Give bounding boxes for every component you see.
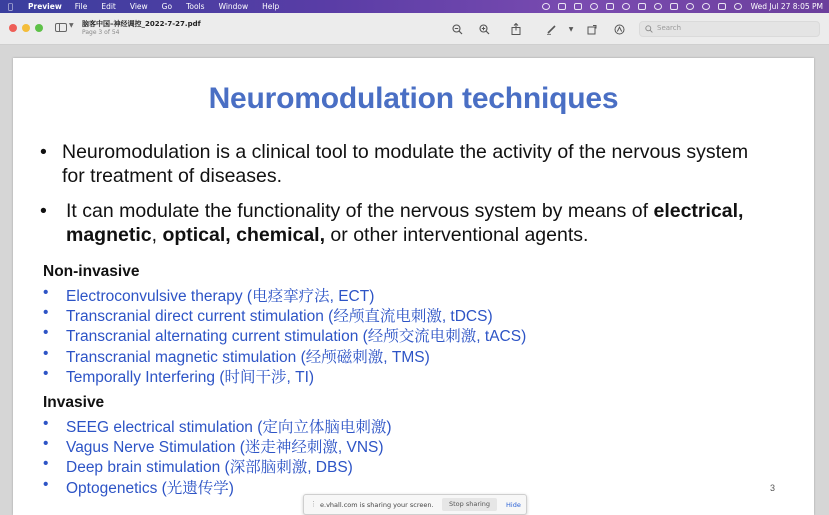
- search-placeholder: Search: [657, 24, 682, 32]
- chevron-down-icon[interactable]: ▼: [69, 22, 74, 29]
- bullet-1-line-2: for treatment of diseases.: [62, 165, 283, 187]
- invasive-list: [43, 415, 392, 496]
- slide-page-number: 3: [770, 483, 776, 493]
- bullet-2-separator: ,: [151, 224, 163, 246]
- search-icon[interactable]: [702, 3, 710, 10]
- bullet-2-bold-electrical: electrical,: [653, 200, 744, 222]
- bullet-2-plain: It can modulate the functionality of the nervous system by means of: [66, 200, 654, 222]
- sidebar-icon[interactable]: [55, 23, 67, 32]
- bluetooth-icon[interactable]: [654, 3, 662, 10]
- bullet-dot: •: [40, 200, 47, 222]
- rotate-icon[interactable]: [585, 22, 599, 36]
- cloud-icon[interactable]: [590, 3, 598, 10]
- document-title[interactable]: 脑客中国–神经调控_2022-7-27.pdf: [82, 20, 201, 28]
- menu-window[interactable]: Window: [218, 2, 249, 11]
- menu-help[interactable]: Help: [262, 2, 280, 11]
- preview-toolbar: [0, 13, 829, 45]
- bullet-2-line-2: [66, 223, 743, 247]
- zoom-in-icon[interactable]: [477, 22, 491, 36]
- wifi-icon[interactable]: [686, 3, 694, 10]
- zoom-out-icon[interactable]: [450, 22, 464, 36]
- menu-file[interactable]: File: [74, 2, 88, 11]
- sync-icon[interactable]: [622, 3, 630, 10]
- page-indicator: Page 3 of 54: [82, 29, 120, 36]
- slide-title: Neuromodulation techniques: [208, 82, 619, 115]
- list-item: • Electroconvulsive therapy (电痉挛疗法, ECT): [43, 284, 375, 305]
- status-area: [534, 0, 823, 13]
- hide-button[interactable]: Hide: [506, 501, 521, 509]
- menu-edit[interactable]: Edit: [101, 2, 116, 11]
- invasive-heading: Invasive: [43, 394, 105, 411]
- bullet-2-rest: or other interventional agents.: [325, 224, 589, 246]
- bullet-2: [40, 199, 744, 247]
- menu-tools[interactable]: Tools: [186, 2, 205, 11]
- menu-go[interactable]: Go: [161, 2, 173, 11]
- menu-list: [28, 0, 293, 13]
- noninvasive-list: [43, 284, 526, 385]
- display-icon[interactable]: [606, 3, 614, 10]
- screen-share-icon[interactable]: [558, 3, 566, 10]
- slide-page: [13, 58, 814, 515]
- media-icon[interactable]: [574, 3, 582, 10]
- control-center-icon[interactable]: [718, 3, 726, 10]
- window-controls: [9, 24, 48, 32]
- list-item: • Optogenetics (光遗传学): [43, 475, 234, 497]
- share-message: e.vhall.com is sharing your screen.: [320, 501, 434, 509]
- apple-icon[interactable]: [8, 0, 13, 13]
- menu-view[interactable]: View: [129, 2, 148, 11]
- search-icon: [645, 25, 653, 33]
- screen-share-banner: [303, 494, 527, 515]
- bullet-dot: •: [40, 141, 47, 163]
- bullet-1-line-1: Neuromodulation is a clinical tool to modulate the activity of the nervous system: [62, 141, 749, 163]
- skype-icon[interactable]: [638, 3, 646, 10]
- bullet-2-bold-optical: optical, chemical,: [162, 224, 326, 246]
- list-item: • Transcranial magnetic stimulation (经颅磁刺激, TMS): [43, 344, 430, 366]
- search-input[interactable]: [639, 21, 820, 37]
- menu-clock[interactable]: Wed Jul 27 8:05 PM: [750, 2, 823, 11]
- list-item: • SEEG electrical stimulation (定向立体脑电刺激): [43, 415, 392, 436]
- list-item: • Transcranial direct current stimulation (经颅直流电刺激, tDCS): [43, 304, 493, 326]
- annotate-icon[interactable]: [612, 22, 626, 36]
- chevron-down-icon[interactable]: ▼: [568, 25, 574, 33]
- noninvasive-heading: Non-invasive: [43, 263, 140, 280]
- share-icon[interactable]: [509, 22, 523, 36]
- zoom-button[interactable]: [35, 24, 43, 32]
- markup-pen-icon[interactable]: [544, 22, 558, 36]
- menu-bar: [0, 0, 829, 13]
- battery-icon[interactable]: [670, 3, 678, 10]
- list-item: • Deep brain stimulation (深部脑刺激, DBS): [43, 455, 353, 477]
- mic-icon[interactable]: [542, 3, 550, 10]
- menu-app-name[interactable]: Preview: [28, 2, 62, 11]
- bullet-2-bold-magnetic: magnetic: [66, 224, 152, 246]
- siri-icon[interactable]: [734, 3, 742, 10]
- minimize-button[interactable]: [22, 24, 30, 32]
- close-button[interactable]: [9, 24, 17, 32]
- list-item: • Transcranial alternating current stimulation (经颅交流电刺激, tACS): [43, 324, 527, 346]
- stop-sharing-button[interactable]: Stop sharing: [442, 498, 497, 511]
- drag-handle-icon[interactable]: ⋮: [310, 500, 317, 508]
- list-item: • Temporally Interfering (时间干涉, TI): [43, 364, 315, 386]
- list-item: • Vagus Nerve Stimulation (迷走神经刺激, VNS): [43, 435, 384, 457]
- bullet-2-line-1: [66, 199, 743, 223]
- bullet-1: [40, 140, 749, 188]
